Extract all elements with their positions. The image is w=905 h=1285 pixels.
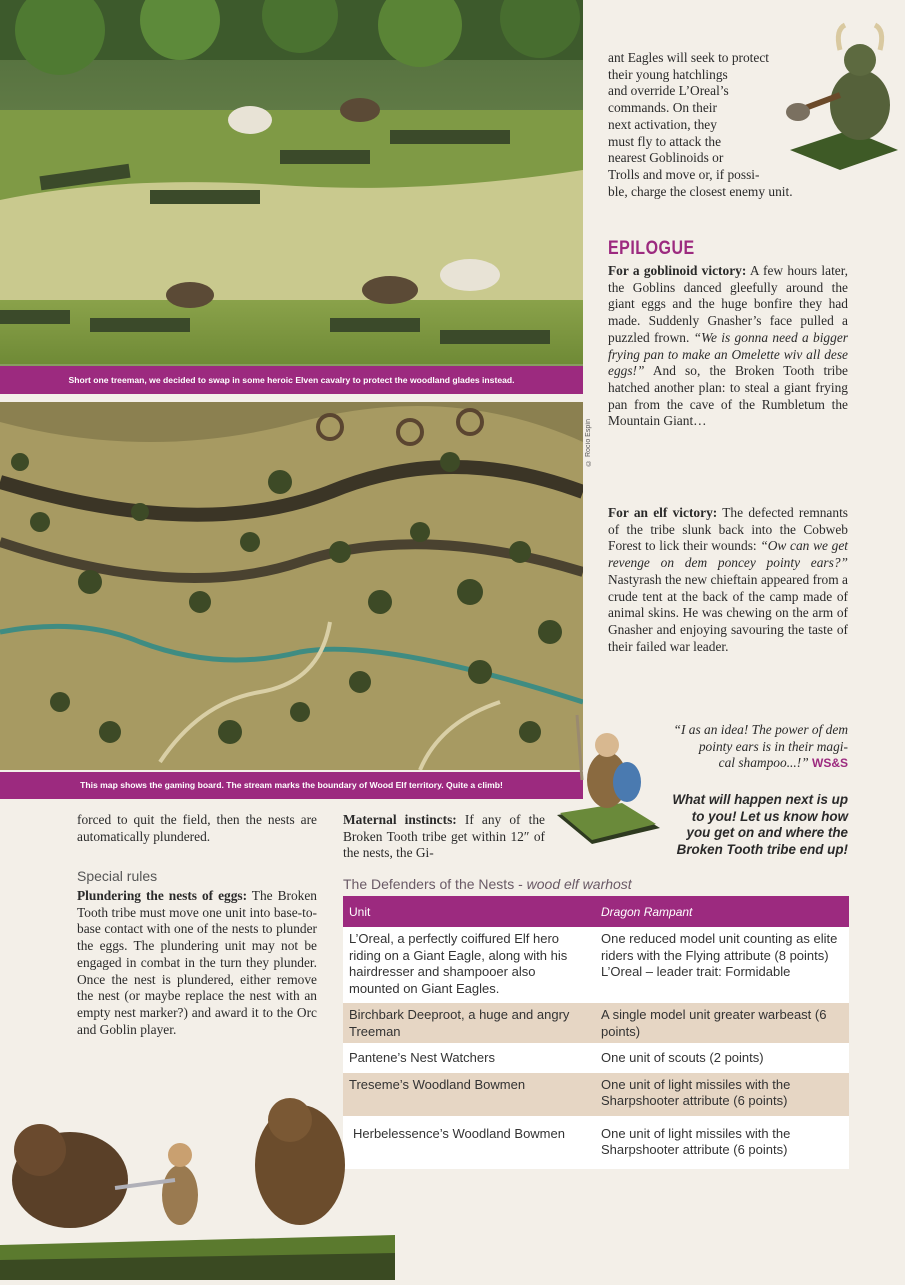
- table-header-row: [343, 896, 849, 927]
- eagles-line: must fly to attack the: [608, 133, 722, 149]
- rules-cell: A single model unit greater warbeast (6 points): [595, 1003, 849, 1043]
- intro-paragraph: forced to quit the field, then the nests are automatically plundered.: [77, 812, 317, 844]
- rules-cell: One unit of light missiles with the Sharpshooter attribute (6 points): [595, 1073, 849, 1116]
- eagles-line: ant Eagles will seek to protect: [608, 50, 770, 65]
- quote-line: cal shampoo...!”: [718, 755, 809, 771]
- table-row: [343, 1116, 849, 1169]
- elf-quote: “Ow can we get revenge on dem poncey pointy ears?”: [608, 538, 848, 571]
- elf-victory-text: The defected remnants of the tribe slunk back into the Cobweb Forest to lick their wounds:: [608, 505, 849, 554]
- table-row: [343, 927, 849, 1003]
- defenders-table: [343, 896, 849, 1169]
- elf-victory-paragraph: [608, 505, 848, 655]
- eagles-line: ble, charge the closest enemy unit.: [608, 183, 793, 199]
- table-row: [343, 1003, 849, 1043]
- table-title-italic: wood elf warhost: [526, 876, 632, 892]
- quote-line: pointy ears is in their magi-: [698, 738, 848, 754]
- eagles-line: their young hatchlings: [608, 66, 728, 82]
- eagles-line: nearest Goblinoids or: [608, 150, 724, 166]
- rules-cell: One unit of scouts (2 points): [595, 1043, 849, 1073]
- closing-line: What will happen next is up: [672, 792, 848, 807]
- rules-text: One reduced model unit counting as elite riders with the Flying attribute (8 points): [601, 931, 838, 963]
- eagles-line: Trolls and move or, if possi-: [608, 166, 760, 182]
- goblin-victory-lead: For a goblinoid victory:: [608, 263, 747, 278]
- plunder-rule-text: The Broken Tooth tribe must move one unit into base-to-base contact with one of the nests to plunder the eggs. The plundering unit may not be engaged in combat in the turn they plunder. Once the nest is plundered, either remove the nest (or maybe replace the nest with an empty nest marker?) and award it to the Orc and Goblin player.: [77, 888, 317, 1037]
- goblin-victory-text2: And so, the Broken Tooth tribe hatched another plan: to steal a giant frying pan from the cave of the Rumbletum the Mountain Giant…: [608, 363, 848, 429]
- map-caption: This map shows the gaming board. The stream marks the boundary of Wood Elf territory. Quite a climb!: [0, 772, 583, 799]
- closing-call: [655, 792, 848, 859]
- table-row: [343, 1073, 849, 1116]
- game-board-map: [0, 402, 583, 770]
- unit-cell: Birchbark Deeproot, a huge and angry Treeman: [343, 1003, 595, 1043]
- goblin-victory-text: A few hours later, the Goblins danced gleefully around the giant eggs and the huge bonfire they had made. Suddenly Gnasher’s face pulled a puzzled frown.: [608, 263, 849, 345]
- closing-line: Broken Tooth tribe end up!: [676, 842, 848, 858]
- author-signature: WS&S: [812, 756, 848, 771]
- maternal-instincts-paragraph: [343, 812, 545, 862]
- dwarf-figure-image: [552, 710, 662, 845]
- eagles-line: and override L’Oreal’s: [608, 83, 729, 99]
- goblin-victory-paragraph: [608, 263, 848, 430]
- table-row: [343, 1043, 849, 1073]
- troll-figure-image: [780, 20, 900, 170]
- map-credit: © Rocío Espín: [585, 418, 592, 466]
- closing-line: you get on and where the: [686, 825, 848, 841]
- header-rules: Dragon Rampant: [595, 896, 849, 927]
- maternal-text: If any of the Broken Tooth tribe get within 12″ of the nests, the Gi-: [343, 812, 545, 861]
- goblin-quote: “We is gonna need a bigger frying pan to make an Omelette wiv all dese eggs!”: [608, 329, 848, 379]
- plunder-rule-paragraph: [77, 888, 317, 1038]
- photo-caption: Short one treeman, we decided to swap in some heroic Elven cavalry to protect the woodland glades instead.: [0, 366, 583, 394]
- table-title: [343, 876, 632, 892]
- maternal-lead: Maternal instincts:: [343, 812, 457, 827]
- epilogue-heading: EPILOGUE: [608, 238, 695, 259]
- rules-cell: [595, 927, 849, 1003]
- elf-victory-lead: For an elf victory:: [608, 505, 718, 520]
- elf-victory-text2: Nastyrash the new chieftain appeared from a crude tent at the back of the camp made of animal skins. He was chewing on the arm of Gnasher and enjoying savouring the taste of their failed war leader.: [608, 571, 848, 654]
- eagles-line: commands. On their: [608, 100, 717, 116]
- battle-photo: [0, 0, 583, 393]
- rules-text-2: L’Oreal – leader trait: Formidable: [601, 964, 791, 979]
- special-rules-heading: Special rules: [77, 868, 158, 884]
- unit-cell: L’Oreal, a perfectly coiffured Elf hero riding on a Giant Eagle, along with his hairdresser and shampooer also mounted on Giant Eagles.: [343, 927, 595, 1003]
- quote-line: “I as an idea! The power of dem: [673, 722, 848, 737]
- rules-cell: One unit of light missiles with the Sharpshooter attribute (6 points): [595, 1116, 849, 1169]
- unit-cell: Pantene’s Nest Watchers: [343, 1043, 595, 1073]
- table-title-text: The Defenders of the Nests -: [343, 876, 527, 892]
- closing-line: to you! Let us know how: [691, 808, 848, 824]
- eagles-line: next activation, they: [608, 116, 717, 132]
- plunder-rule-lead: Plundering the nests of eggs:: [77, 888, 248, 903]
- bears-figures-image: [0, 1085, 395, 1280]
- header-unit: Unit: [343, 896, 595, 927]
- unit-cell: Herbelessence’s Woodland Bowmen: [343, 1116, 595, 1169]
- unit-cell: Treseme’s Woodland Bowmen: [343, 1073, 595, 1116]
